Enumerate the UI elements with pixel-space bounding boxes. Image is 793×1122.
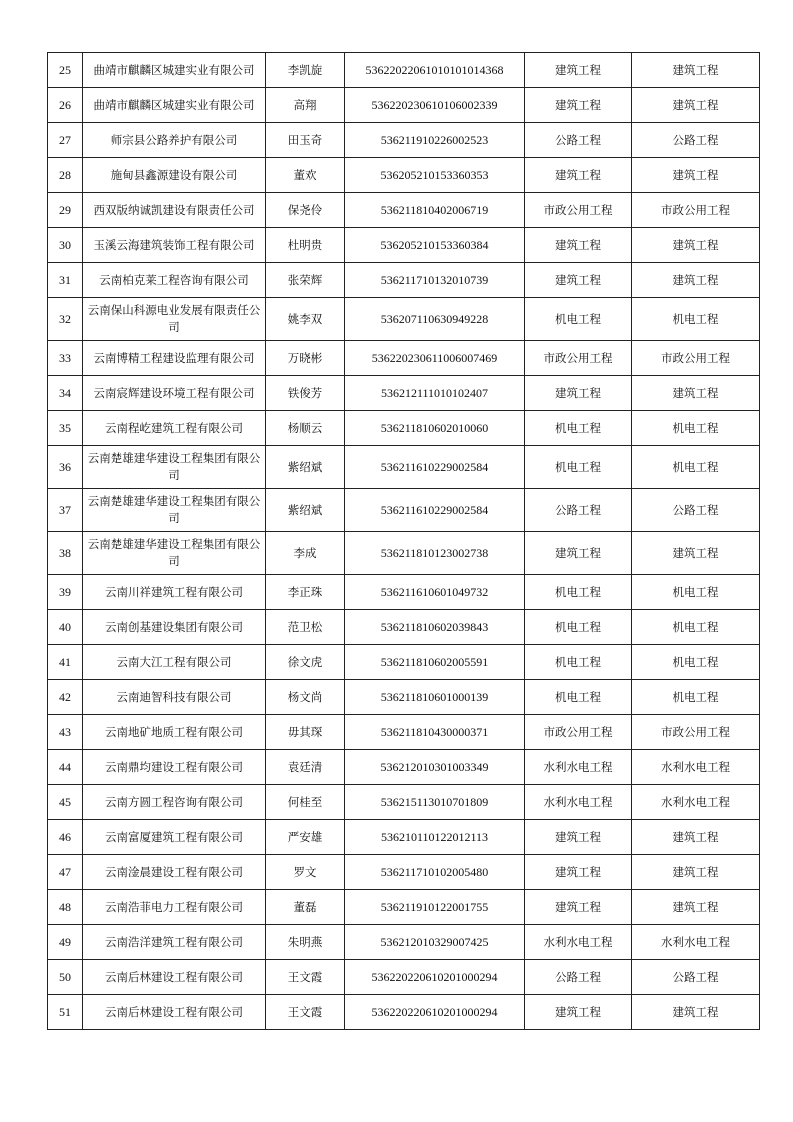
certificate-number: 536220220610201000294	[345, 960, 525, 995]
category: 水利水电工程	[632, 785, 760, 820]
certificate-number: 536205210153360353	[345, 158, 525, 193]
category: 机电工程	[632, 575, 760, 610]
company-name: 施甸县鑫源建设有限公司	[83, 158, 266, 193]
specialty: 公路工程	[525, 960, 632, 995]
category: 水利水电工程	[632, 750, 760, 785]
row-number: 30	[48, 228, 83, 263]
company-name: 云南富厦建筑工程有限公司	[83, 820, 266, 855]
specialty: 建筑工程	[525, 263, 632, 298]
category: 公路工程	[632, 489, 760, 532]
certificate-number: 536207110630949228	[345, 298, 525, 341]
table-row	[48, 446, 760, 489]
specialty: 水利水电工程	[525, 785, 632, 820]
category: 机电工程	[632, 298, 760, 341]
person-name: 李正珠	[266, 575, 345, 610]
category: 市政公用工程	[632, 715, 760, 750]
certificate-number: 536212010329007425	[345, 925, 525, 960]
category: 建筑工程	[632, 376, 760, 411]
row-number: 32	[48, 298, 83, 341]
certificate-number: 536211810602010060	[345, 411, 525, 446]
specialty: 水利水电工程	[525, 925, 632, 960]
company-name: 曲靖市麒麟区城建实业有限公司	[83, 53, 266, 88]
specialty: 机电工程	[525, 298, 632, 341]
table-row	[48, 890, 760, 925]
row-number: 25	[48, 53, 83, 88]
table-body	[48, 53, 760, 1030]
row-number: 33	[48, 341, 83, 376]
row-number: 39	[48, 575, 83, 610]
specialty: 市政公用工程	[525, 341, 632, 376]
table-row	[48, 532, 760, 575]
company-name: 云南后林建设工程有限公司	[83, 960, 266, 995]
table-row	[48, 680, 760, 715]
category: 建筑工程	[632, 88, 760, 123]
table-row	[48, 53, 760, 88]
specialty: 建筑工程	[525, 890, 632, 925]
company-name: 云南创基建设集团有限公司	[83, 610, 266, 645]
person-name: 紫绍斌	[266, 446, 345, 489]
certificate-number: 536211810601000139	[345, 680, 525, 715]
registration-table	[47, 52, 760, 1030]
company-name: 玉溪云海建筑装饰工程有限公司	[83, 228, 266, 263]
table-row	[48, 88, 760, 123]
person-name: 董欢	[266, 158, 345, 193]
person-name: 杨文尚	[266, 680, 345, 715]
specialty: 市政公用工程	[525, 193, 632, 228]
company-name: 云南浩菲电力工程有限公司	[83, 890, 266, 925]
row-number: 42	[48, 680, 83, 715]
certificate-number: 536212111010102407	[345, 376, 525, 411]
table-row	[48, 785, 760, 820]
certificate-number: 536215113010701809	[345, 785, 525, 820]
certificate-number: 536210110122012113	[345, 820, 525, 855]
certificate-number: 536211710102005480	[345, 855, 525, 890]
person-name: 王文霞	[266, 995, 345, 1030]
person-name: 毋其琛	[266, 715, 345, 750]
table-row	[48, 263, 760, 298]
person-name: 董磊	[266, 890, 345, 925]
registration-table-page	[47, 52, 760, 1030]
company-name: 云南柏克莱工程咨询有限公司	[83, 263, 266, 298]
category: 建筑工程	[632, 158, 760, 193]
row-number: 48	[48, 890, 83, 925]
category: 建筑工程	[632, 890, 760, 925]
category: 公路工程	[632, 123, 760, 158]
row-number: 29	[48, 193, 83, 228]
person-name: 杨顺云	[266, 411, 345, 446]
certificate-number: 536212010301003349	[345, 750, 525, 785]
person-name: 袁廷清	[266, 750, 345, 785]
specialty: 建筑工程	[525, 820, 632, 855]
company-name: 云南程屹建筑工程有限公司	[83, 411, 266, 446]
certificate-number: 536211910122001755	[345, 890, 525, 925]
table-row	[48, 228, 760, 263]
row-number: 37	[48, 489, 83, 532]
company-name: 云南方圆工程咨询有限公司	[83, 785, 266, 820]
person-name: 杜明贵	[266, 228, 345, 263]
specialty: 建筑工程	[525, 88, 632, 123]
row-number: 50	[48, 960, 83, 995]
company-name: 云南楚雄建华建设工程集团有限公司	[83, 446, 266, 489]
company-name: 云南博精工程建设监理有限公司	[83, 341, 266, 376]
row-number: 51	[48, 995, 83, 1030]
person-name: 保尧伶	[266, 193, 345, 228]
specialty: 水利水电工程	[525, 750, 632, 785]
specialty: 建筑工程	[525, 995, 632, 1030]
table-row	[48, 960, 760, 995]
table-row	[48, 855, 760, 890]
table-row	[48, 411, 760, 446]
person-name: 徐文虎	[266, 645, 345, 680]
category: 机电工程	[632, 645, 760, 680]
category: 机电工程	[632, 411, 760, 446]
company-name: 西双版纳诚凯建设有限责任公司	[83, 193, 266, 228]
certificate-number: 536220230611006007469	[345, 341, 525, 376]
table-row	[48, 158, 760, 193]
company-name: 曲靖市麒麟区城建实业有限公司	[83, 88, 266, 123]
category: 机电工程	[632, 610, 760, 645]
category: 建筑工程	[632, 532, 760, 575]
certificate-number: 536211810402006719	[345, 193, 525, 228]
row-number: 46	[48, 820, 83, 855]
person-name: 铁俊芳	[266, 376, 345, 411]
specialty: 建筑工程	[525, 228, 632, 263]
row-number: 43	[48, 715, 83, 750]
person-name: 严安雄	[266, 820, 345, 855]
company-name: 云南保山科源电业发展有限责任公司	[83, 298, 266, 341]
specialty: 公路工程	[525, 123, 632, 158]
company-name: 云南宸辉建设环境工程有限公司	[83, 376, 266, 411]
certificate-number: 536220220610201000294	[345, 995, 525, 1030]
person-name: 张荣辉	[266, 263, 345, 298]
table-row	[48, 925, 760, 960]
person-name: 姚李双	[266, 298, 345, 341]
company-name: 云南川祥建筑工程有限公司	[83, 575, 266, 610]
row-number: 26	[48, 88, 83, 123]
specialty: 机电工程	[525, 575, 632, 610]
company-name: 云南楚雄建华建设工程集团有限公司	[83, 532, 266, 575]
person-name: 范卫松	[266, 610, 345, 645]
row-number: 41	[48, 645, 83, 680]
row-number: 40	[48, 610, 83, 645]
category: 建筑工程	[632, 263, 760, 298]
category: 建筑工程	[632, 820, 760, 855]
category: 建筑工程	[632, 53, 760, 88]
row-number: 27	[48, 123, 83, 158]
row-number: 38	[48, 532, 83, 575]
table-row	[48, 610, 760, 645]
row-number: 36	[48, 446, 83, 489]
specialty: 机电工程	[525, 645, 632, 680]
company-name: 云南后林建设工程有限公司	[83, 995, 266, 1030]
row-number: 35	[48, 411, 83, 446]
certificate-number: 536211610229002584	[345, 489, 525, 532]
category: 机电工程	[632, 680, 760, 715]
table-row	[48, 341, 760, 376]
table-row	[48, 715, 760, 750]
company-name: 云南楚雄建华建设工程集团有限公司	[83, 489, 266, 532]
company-name: 云南淦晨建设工程有限公司	[83, 855, 266, 890]
table-row	[48, 298, 760, 341]
category: 建筑工程	[632, 855, 760, 890]
person-name: 万晓彬	[266, 341, 345, 376]
certificate-number: 536211810602039843	[345, 610, 525, 645]
person-name: 李凯旋	[266, 53, 345, 88]
table-row	[48, 489, 760, 532]
table-row	[48, 376, 760, 411]
person-name: 高翔	[266, 88, 345, 123]
company-name: 云南大江工程有限公司	[83, 645, 266, 680]
person-name: 朱明燕	[266, 925, 345, 960]
person-name: 罗文	[266, 855, 345, 890]
category: 机电工程	[632, 446, 760, 489]
table-row	[48, 575, 760, 610]
company-name: 云南鼎均建设工程有限公司	[83, 750, 266, 785]
row-number: 34	[48, 376, 83, 411]
person-name: 田玉奇	[266, 123, 345, 158]
specialty: 市政公用工程	[525, 715, 632, 750]
specialty: 建筑工程	[525, 532, 632, 575]
certificate-number: 536211610229002584	[345, 446, 525, 489]
row-number: 28	[48, 158, 83, 193]
category: 市政公用工程	[632, 193, 760, 228]
table-row	[48, 123, 760, 158]
certificate-number: 536211810123002738	[345, 532, 525, 575]
person-name: 何桂至	[266, 785, 345, 820]
table-row	[48, 750, 760, 785]
company-name: 云南地矿地质工程有限公司	[83, 715, 266, 750]
certificate-number: 536205210153360384	[345, 228, 525, 263]
specialty: 建筑工程	[525, 855, 632, 890]
category: 市政公用工程	[632, 341, 760, 376]
specialty: 公路工程	[525, 489, 632, 532]
row-number: 31	[48, 263, 83, 298]
category: 建筑工程	[632, 228, 760, 263]
table-row	[48, 820, 760, 855]
certificate-number: 536220230610106002339	[345, 88, 525, 123]
category: 建筑工程	[632, 995, 760, 1030]
person-name: 李成	[266, 532, 345, 575]
specialty: 机电工程	[525, 446, 632, 489]
specialty: 建筑工程	[525, 376, 632, 411]
table-row	[48, 645, 760, 680]
category: 水利水电工程	[632, 925, 760, 960]
certificate-number: 536211810602005591	[345, 645, 525, 680]
company-name: 云南迪智科技有限公司	[83, 680, 266, 715]
category: 公路工程	[632, 960, 760, 995]
specialty: 建筑工程	[525, 53, 632, 88]
row-number: 44	[48, 750, 83, 785]
certificate-number: 53622022061010101014368	[345, 53, 525, 88]
certificate-number: 536211810430000371	[345, 715, 525, 750]
row-number: 47	[48, 855, 83, 890]
person-name: 紫绍斌	[266, 489, 345, 532]
specialty: 机电工程	[525, 680, 632, 715]
table-row	[48, 193, 760, 228]
row-number: 45	[48, 785, 83, 820]
table-row	[48, 995, 760, 1030]
row-number: 49	[48, 925, 83, 960]
certificate-number: 536211610601049732	[345, 575, 525, 610]
specialty: 建筑工程	[525, 158, 632, 193]
certificate-number: 536211910226002523	[345, 123, 525, 158]
person-name: 王文霞	[266, 960, 345, 995]
company-name: 云南浩洋建筑工程有限公司	[83, 925, 266, 960]
company-name: 师宗县公路养护有限公司	[83, 123, 266, 158]
specialty: 机电工程	[525, 610, 632, 645]
certificate-number: 536211710132010739	[345, 263, 525, 298]
specialty: 机电工程	[525, 411, 632, 446]
